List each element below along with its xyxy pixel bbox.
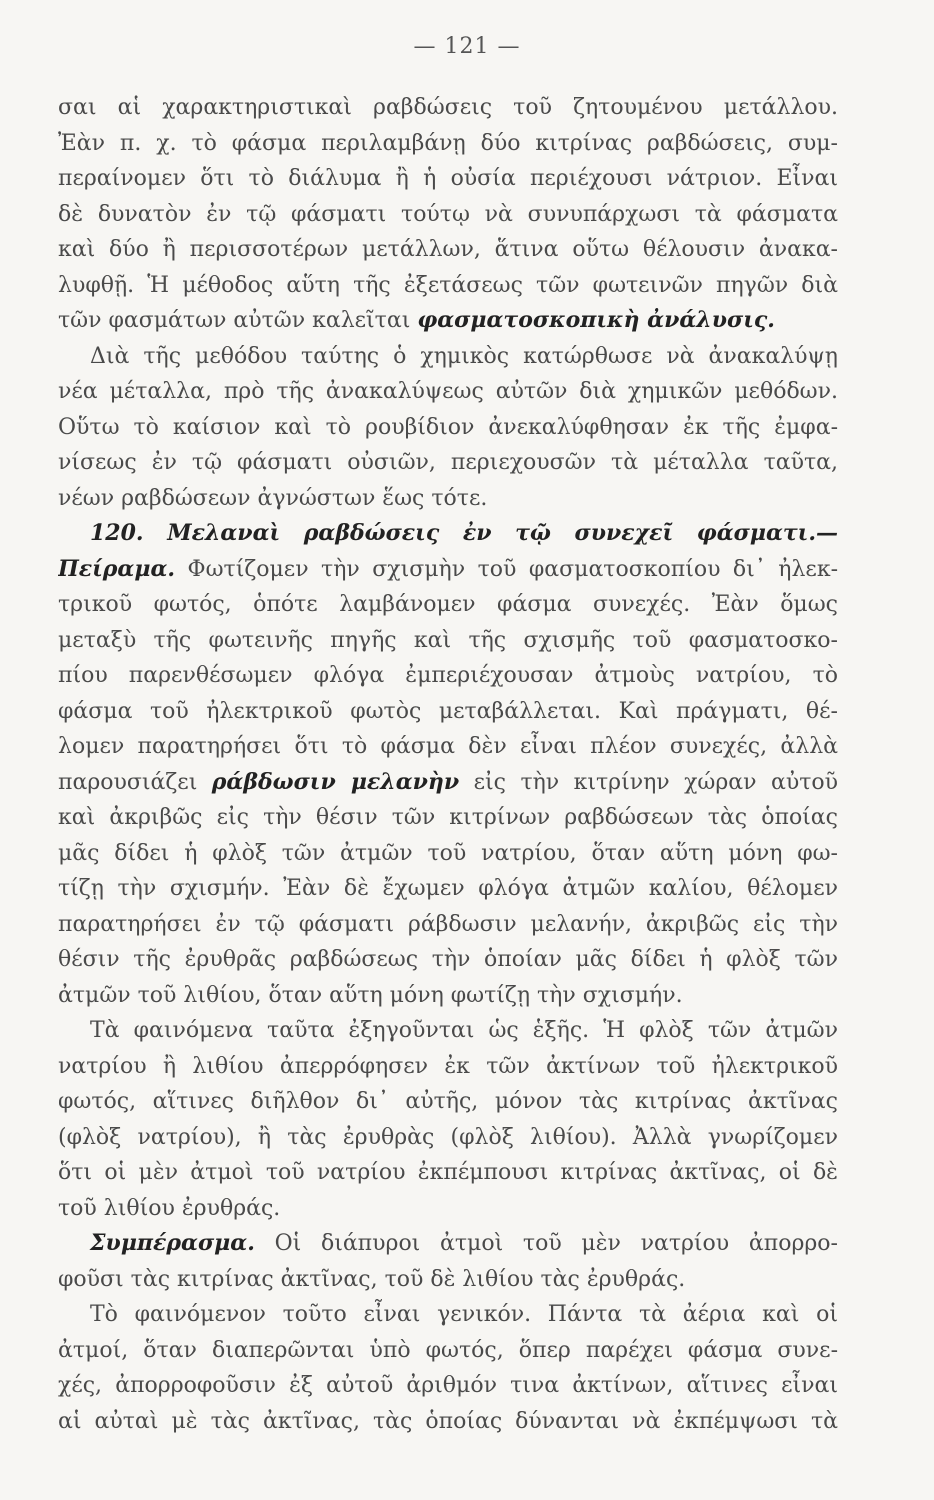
text-line: νίσεως ἐν τῷ φάσματι οὐσιῶν, περιεχουσῶν τὰ μέταλλα ταῦτα, <box>58 450 838 475</box>
text-line: Τὰ φαινόμενα ταῦτα ἐξηγοῦνται ὡς ἑξῆς. Ἡ φλὸξ τῶν ἀτμῶν <box>90 1018 838 1043</box>
text-line: τοῦ λιθίου ἐρυθράς. <box>58 1195 281 1221</box>
text-line: φάσμα τοῦ ἠλεκτρικοῦ φωτὸς μεταβάλλεται. Καὶ πράγματι, θέ- <box>58 698 838 724</box>
page-number: — 121 — <box>413 34 521 59</box>
text-line: ὅτι οἱ μὲν ἀτμοὶ τοῦ νατρίου ἐκπέμπουσι κιτρίνας ἀκτῖνας, οἱ δὲ <box>58 1160 838 1185</box>
emphasized-term: Πείραμα. <box>58 555 176 582</box>
text-line: νέα μέταλλα, πρὸ τῆς ἀνακαλύψεως αὐτῶν διὰ χημικῶν μεθόδων. <box>58 379 838 404</box>
text-line: ἀτμῶν τοῦ λιθίου, ὅταν αὕτη μόνη φωτίζῃ τὴν σχισμήν. <box>58 982 683 1008</box>
emphasized-term: ράβδωσιν μελανὴν <box>211 768 460 795</box>
text-line: χές, ἀπορροφοῦσιν ἐξ αὐτοῦ ἀριθμόν τινα ἀκτίνων, αἵτινες εἶναι <box>58 1373 838 1398</box>
text-line: πίου παρενθέσωμεν φλόγα ἐμπεριέχουσαν ἀτμοὺς νατρίου, τὸ <box>58 663 838 688</box>
text-line: δὲ δυνατὸν ἐν τῷ φάσματι τούτῳ νὰ συνυπάρχωσι τὰ φάσματα <box>58 201 838 227</box>
text-line: νέων ραβδώσεων ἀγνώστων ἕως τότε. <box>58 485 488 511</box>
text-fragment: τῶν φασμάτων αὐτῶν καλεῖται <box>58 308 418 333</box>
text-fragment: παρουσιάζει <box>58 769 212 795</box>
text-line <box>58 765 838 801</box>
text-line: φωτός, αἵτινες διῆλθον δι᾽ αὐτῆς, μόνον τὰς κιτρίνας ἀκτῖνας <box>58 1089 838 1114</box>
text-line: τίζῃ τὴν σχισμήν. Ἐὰν δὲ ἔχωμεν φλόγα ἀτμῶν καλίου, θέλομεν <box>58 876 838 901</box>
text-line <box>58 303 838 339</box>
text-line: νατρίου ἢ λιθίου ἀπερρόφησεν ἐκ τῶν ἀκτίνων τοῦ ἠλεκτρικοῦ <box>58 1053 838 1079</box>
section-heading-text: 120. Μελαναὶ ραβδώσεις ἐν τῷ συνεχεῖ φάσματι.— <box>90 520 838 546</box>
text-line: παρατηρήσει ἐν τῷ φάσματι ράβδωσιν μελανήν, ἀκριβῶς εἰς τὴν <box>58 911 838 937</box>
text-line <box>58 552 838 588</box>
text-line: Διὰ τῆς μεθόδου ταύτης ὁ χημικὸς κατώρθωσε νὰ ἀνακαλύψῃ <box>90 343 838 369</box>
text-line: αἱ αὐταὶ μὲ τὰς ἀκτῖνας, τὰς ὁποίας δύνανται νὰ ἐκπέμψωσι τὰ <box>58 1408 838 1434</box>
text-line <box>58 1226 838 1262</box>
emphasized-term: φασματοσκοπικὴ ἀνάλυσις. <box>417 307 775 333</box>
text-line: ἀτμοί, ὅταν διαπερῶνται ὑπὸ φωτός, ὅπερ παρέχει φάσμα συνε- <box>58 1337 838 1363</box>
text-line: καὶ ἀκριβῶς εἰς τὴν θέσιν τῶν κιτρίνων ραβδώσεων τὰς ὁποίας <box>58 805 838 830</box>
text-fragment: εἰς τὴν κιτρίνην χώραν αὐτοῦ <box>459 769 838 795</box>
text-line: σαι αἱ χαρακτηριστικαὶ ραβδώσεις τοῦ ζητουμένου μετάλλου. <box>58 95 838 120</box>
page-body-text <box>58 90 838 1439</box>
text-line: θέσιν τῆς ἐρυθρᾶς ραβδώσεως τὴν ὁποίαν μᾶς δίδει ἡ φλὸξ τῶν <box>58 947 838 972</box>
text-line: καὶ δύο ἢ περισσοτέρων μετάλλων, ἅτινα οὕτω θέλουσιν ἀνακα- <box>58 237 838 262</box>
section-heading <box>58 516 838 552</box>
text-line: Οὕτω τὸ καίσιον καὶ τὸ ρουβίδιον ἀνεκαλύφθησαν ἐκ τῆς ἐμφα- <box>58 414 838 440</box>
text-line: λομεν παρατηρήσει ὅτι τὸ φάσμα δὲν εἶναι πλέον συνεχές, ἀλλὰ <box>58 734 838 759</box>
text-line: περαίνομεν ὅτι τὸ διάλυμα ἢ ἡ οὐσία περιέχουσι νάτριον. Εἶναι <box>58 166 838 191</box>
text-line: μεταξὺ τῆς φωτεινῆς πηγῆς καὶ τῆς σχισμῆς τοῦ φασματοσκο- <box>58 627 838 653</box>
text-line: φοῦσι τὰς κιτρίνας ἀκτῖνας, τοῦ δὲ λιθίου τὰς ἐρυθράς. <box>58 1266 686 1292</box>
text-line: Τὸ φαινόμενον τοῦτο εἶναι γενικόν. Πάντα τὰ ἀέρια καὶ οἱ <box>90 1302 838 1327</box>
text-line: (φλὸξ νατρίου), ἢ τὰς ἐρυθρὰς (φλὸξ λιθίου). Ἀλλὰ γνωρίζομεν <box>58 1124 838 1150</box>
text-line: τρικοῦ φωτός, ὁπότε λαμβάνομεν φάσμα συνεχές. Ἐὰν ὅμως <box>58 592 838 617</box>
text-fragment: Οἱ διάπυροι ἀτμοὶ τοῦ μὲν νατρίου ἀπορρο- <box>254 1231 838 1256</box>
text-line: λυφθῇ. Ἡ μέθοδος αὕτη τῆς ἐξετάσεως τῶν φωτεινῶν πηγῶν διὰ <box>58 272 838 298</box>
emphasized-term: Συμπέρασμα. <box>90 1230 255 1256</box>
text-line: Ἐὰν π. χ. τὸ φάσμα περιλαμβάνῃ δύο κιτρίνας ραβδώσεις, συμ- <box>58 130 838 156</box>
text-line: μᾶς δίδει ἡ φλὸξ τῶν ἀτμῶν τοῦ νατρίου, ὅταν αὕτη μόνη φω- <box>58 840 838 866</box>
text-fragment: Φωτίζομεν τὴν σχισμὴν τοῦ φασματοσκοπίου δι᾽ ἠλεκ- <box>175 556 838 582</box>
